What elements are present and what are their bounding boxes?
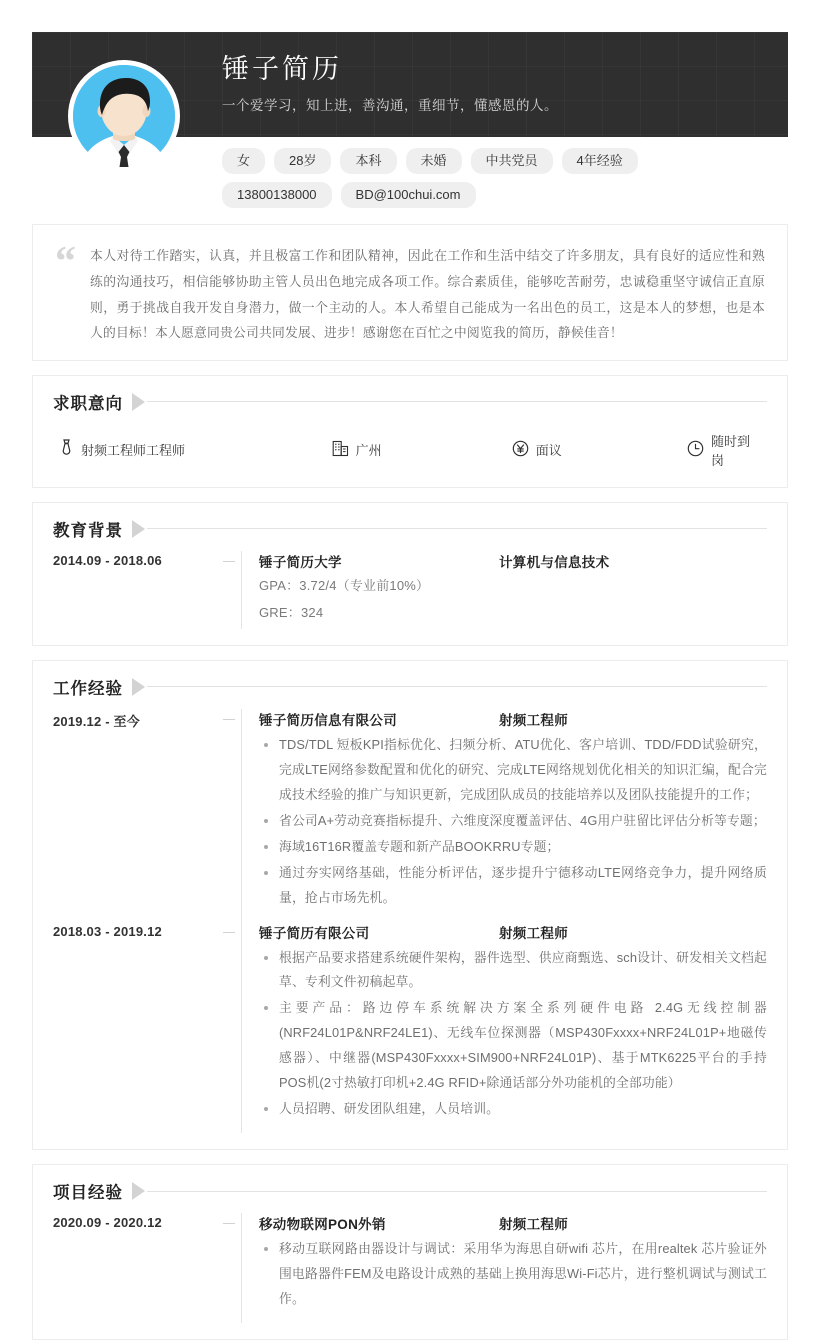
entry-role: 射频工程师 bbox=[499, 1217, 568, 1233]
intention-row bbox=[53, 424, 767, 471]
section-header-intention bbox=[53, 390, 767, 414]
email-tag: BD@100chui.com bbox=[341, 182, 476, 208]
bullet-item: 移动互联网路由器设计与调试：采用华为海思自研wifi 芯片，在用realtek 芯片验证外围电路器件FEM及电路设计成熟的基础上换用海思Wi-Fi芯片，进行整机调试与测试工作。 bbox=[259, 1237, 767, 1312]
work-entry bbox=[53, 922, 767, 1134]
entry-gpa: GPA：3.72/4（专业前10%） bbox=[259, 577, 430, 593]
entry-project-name: 移动物联网PON外销 bbox=[259, 1217, 386, 1233]
project-card bbox=[32, 1164, 788, 1340]
section-arrow-icon bbox=[132, 1182, 145, 1200]
entry-body bbox=[259, 551, 767, 629]
profile-tag: 28岁 bbox=[274, 148, 331, 174]
quote-mark-icon: “ bbox=[55, 239, 76, 286]
intention-city bbox=[332, 440, 512, 460]
avatar bbox=[68, 60, 180, 172]
profile-tag: 女 bbox=[222, 148, 265, 174]
education-entry bbox=[53, 551, 767, 629]
timeline-line bbox=[241, 551, 242, 629]
entry-role: 射频工程师 bbox=[499, 925, 568, 941]
timeline-dash bbox=[223, 1223, 235, 1224]
section-rule bbox=[147, 1191, 767, 1192]
bullet-item: 海域16T16R覆盖专题和新产品BOOKRRU专题； bbox=[259, 835, 767, 860]
entry-date: 2019.12 - 至今 bbox=[53, 713, 140, 729]
work-card bbox=[32, 660, 788, 1150]
bullet-item: TDS/TDL 短板KPI指标优化、扫频分析、ATU优化、客户培训、TDD/FDD试验研究，完成LTE网络参数配置和优化的研究、完成LTE网络规划优化相关的知识汇编，配合完成技术经验的推广与知识更新，完成团队成员的技能培养以及团队技能提升的工作； bbox=[259, 733, 767, 808]
intention-position-label: 射频工程师工程师 bbox=[81, 443, 186, 459]
timeline-dash bbox=[223, 719, 235, 720]
timeline-line bbox=[241, 1213, 242, 1323]
entry-org: 锤子简历信息有限公司 bbox=[259, 712, 397, 728]
intention-salary-label: 面议 bbox=[535, 443, 562, 459]
project-entry bbox=[53, 1213, 767, 1323]
section-arrow-icon bbox=[132, 678, 145, 696]
tagline: 一个爱学习，知上进，善沟通，重细节，懂感恩的人。 bbox=[222, 98, 558, 114]
person-avatar-icon bbox=[73, 65, 175, 167]
profile-tags-row-2 bbox=[222, 182, 788, 208]
entry-major: 计算机与信息技术 bbox=[499, 554, 610, 570]
entry-date: 2014.09 - 2018.06 bbox=[53, 552, 162, 568]
section-arrow-icon bbox=[132, 520, 145, 538]
profile-tag: 本科 bbox=[340, 148, 396, 174]
intention-salary bbox=[512, 440, 687, 460]
timeline-line bbox=[241, 709, 242, 928]
bullet-item: 主要产品：路边停车系统解决方案全系列硬件电路 2.4G无线控制器(NRF24L01P&NRF24LE1)、无线车位探测器（MSP430Fxxxx+NRF24L01P+地磁传感器）、中继器(MSP430Fxxxx+SIM900+NRF24L01P)、基于MTK6225平台的手持POS机(2寸热敏打印机+2.4G RFID+除通话部分外功能机的全部功能） bbox=[259, 996, 767, 1096]
timeline-rail bbox=[223, 922, 259, 1134]
section-rule bbox=[147, 528, 767, 529]
timeline-rail bbox=[223, 1213, 259, 1323]
yen-circle-icon bbox=[512, 440, 529, 460]
resume-page bbox=[0, 32, 820, 1307]
intention-city-label: 广州 bbox=[355, 443, 382, 459]
section-header-education bbox=[53, 517, 767, 541]
entry-body bbox=[259, 922, 767, 1134]
entry-bullets bbox=[259, 729, 767, 911]
bullet-item: 省公司A+劳动竞赛指标提升、六维度深度覆盖评估、4G用户驻留比评估分析等专题； bbox=[259, 809, 767, 834]
resume-header bbox=[32, 32, 788, 137]
timeline-dash bbox=[223, 932, 235, 933]
work-entry bbox=[53, 709, 767, 922]
entry-date: 2020.09 - 2020.12 bbox=[53, 1215, 162, 1231]
section-title: 工作经验 bbox=[53, 679, 123, 698]
intention-position bbox=[59, 439, 332, 461]
education-card bbox=[32, 502, 788, 646]
intention-card bbox=[32, 375, 788, 488]
intention-availability-label: 随时到岗 bbox=[710, 433, 750, 468]
bullet-item: 根据产品要求搭建系统硬件架构，器件选型、供应商甄选、sch设计、研发相关文档起草、专利文件初稿起草。 bbox=[259, 946, 767, 996]
summary-text: 本人对待工作踏实，认真，并且极富工作和团队精神，因此在工作和生活中结交了许多朋友，具有良好的适应性和熟练的沟通技巧，相信能够协助主管人员出色地完成各项工作。综合素质佳，能够吃苦耐劳，忠诚稳重坚守诚信正直原则，勇于挑战自我开发自身潜力，做一个主动的人。本人希望自己能成为一名出色的员工，这是本人的梦想，也是本人的目标！本人愿意同贵公司共同发展、进步！感谢您在百忙之中阅览我的简历，静候佳音！ bbox=[90, 248, 765, 341]
entry-gre: GRE：324 bbox=[259, 604, 324, 620]
bullet-item: 人员招聘、研发团队组建，人员培训。 bbox=[259, 1097, 767, 1122]
profile-tag: 4年经验 bbox=[562, 148, 638, 174]
entry-body bbox=[259, 709, 767, 922]
profile-tags-row-1 bbox=[222, 148, 788, 174]
section-header-project bbox=[53, 1179, 767, 1203]
section-header-work bbox=[53, 675, 767, 699]
clock-icon bbox=[687, 440, 704, 460]
timeline-rail bbox=[223, 551, 259, 629]
entry-bullets bbox=[259, 1233, 767, 1312]
timeline-rail bbox=[223, 709, 259, 922]
summary-card bbox=[32, 224, 788, 360]
profile-tag: 未婚 bbox=[406, 148, 462, 174]
entry-date: 2018.03 - 2019.12 bbox=[53, 923, 162, 939]
timeline-line bbox=[241, 922, 242, 1134]
timeline-dash bbox=[223, 561, 235, 562]
necktie-icon bbox=[59, 439, 74, 461]
entry-org: 锤子简历有限公司 bbox=[259, 925, 370, 941]
building-icon bbox=[332, 440, 349, 460]
section-rule bbox=[147, 401, 767, 402]
section-arrow-icon bbox=[132, 393, 145, 411]
section-rule bbox=[147, 686, 767, 687]
profile-tag: 中共党员 bbox=[471, 148, 553, 174]
intention-availability bbox=[687, 431, 761, 469]
entry-role: 射频工程师 bbox=[499, 712, 568, 728]
entry-org: 锤子简历大学 bbox=[259, 554, 342, 570]
bullet-item: 通过夯实网络基础，性能分析评估，逐步提升宁德移动LTE网络竞争力，提升网络质量，抢占市场先机。 bbox=[259, 861, 767, 911]
entry-bullets bbox=[259, 942, 767, 1123]
entry-body bbox=[259, 1213, 767, 1323]
phone-tag: 13800138000 bbox=[222, 182, 332, 208]
section-title: 教育背景 bbox=[53, 521, 123, 540]
page-title: 锤子简历 bbox=[222, 54, 342, 84]
section-title: 求职意向 bbox=[53, 394, 123, 413]
section-title: 项目经验 bbox=[53, 1184, 123, 1203]
